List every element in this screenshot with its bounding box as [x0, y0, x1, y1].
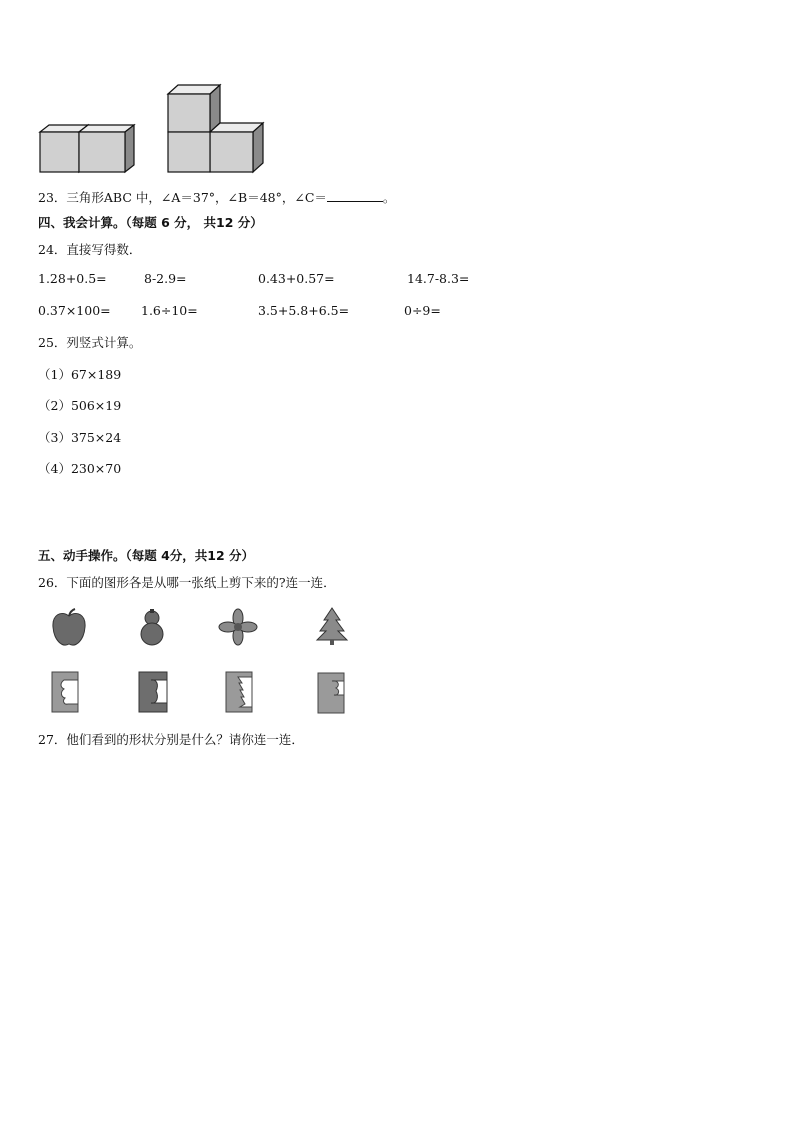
flower-icon[interactable] [219, 609, 257, 645]
question-24-title: 24．直接写得数． [38, 242, 142, 257]
vertical-calc-item: （3）375×24 [38, 430, 122, 445]
question-26-title: 26．下面的图形各是从哪一张纸上剪下来的?连一连． [38, 575, 336, 590]
section-5-title: 五、动手操作。（每题 4分，共12 分） [38, 548, 255, 563]
tree-icon[interactable] [315, 607, 349, 645]
vertical-calc-item: （2）506×19 [38, 398, 122, 413]
apple-icon[interactable] [51, 608, 87, 648]
paper-cut-4[interactable] [317, 672, 345, 714]
vertical-calc-item: （1）67×189 [38, 367, 122, 382]
calc-item: 8-2.9= [144, 271, 187, 286]
calc-item: 1.28+0.5= [38, 271, 107, 286]
question-27-title: 27．他们看到的形状分别是什么？请你连一连． [38, 732, 304, 747]
calc-item: 0.43+0.57= [258, 271, 335, 286]
answer-blank[interactable] [327, 189, 383, 202]
paper-cut-1[interactable] [51, 671, 79, 713]
calc-item: 0.37×100= [38, 303, 111, 318]
gourd-icon[interactable] [137, 608, 167, 646]
question-23-text: 23．三角形ABC 中，∠A＝37°，∠B＝48°，∠C＝ [38, 190, 327, 205]
question-23-end: 。 [382, 190, 396, 205]
two-cubes-figure [40, 124, 140, 174]
section-4-title: 四、我会计算。（每题 6 分， 共12 分） [38, 215, 263, 230]
question-25-title: 25．列竖式计算。 [38, 335, 142, 350]
calc-item: 1.6÷10= [141, 303, 198, 318]
calc-item: 14.7-8.3= [407, 271, 470, 286]
question-23 [38, 188, 395, 206]
calc-item: 3.5+5.8+6.5= [258, 303, 350, 318]
calc-item: 0÷9= [404, 303, 441, 318]
paper-cut-2[interactable] [138, 671, 168, 713]
vertical-calc-item: （4）230×70 [38, 461, 122, 476]
three-cubes-figure [166, 84, 266, 174]
paper-cut-3[interactable] [225, 671, 253, 713]
